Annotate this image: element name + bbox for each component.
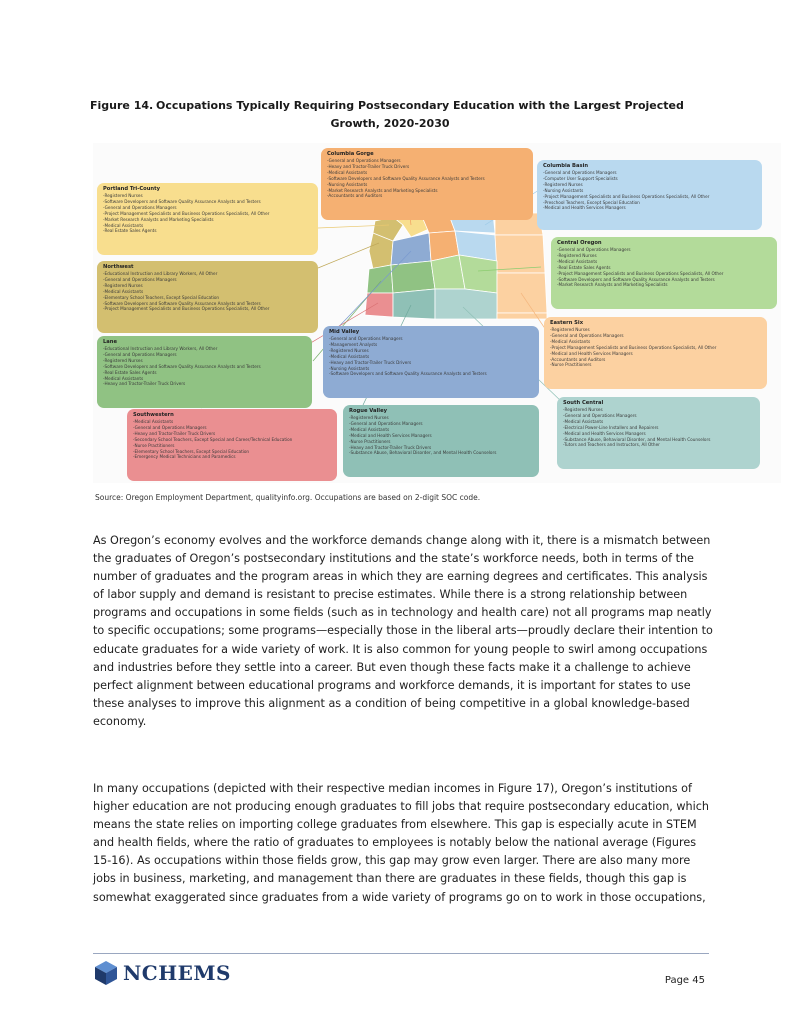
occupation-item: -Project Management Specialists and Business Operations Specialists, All Other [103, 210, 270, 216]
body-paragraph-1: As Oregon’s economy evolves and the workforce demands change along with it, there is a mismatch between the graduates of Oregon’s postsecondary institutions and the state’s workforce needs, both in terms of the number of graduates and the program areas in which they are earning degrees and certificates. This analysis of labor supply and demand is resistant to precise estimates. While there is a strong relationship between programs and occupations in some fields (such as in technology and health care) not all programs map neatly to specific occupations; some programs—especially those in the liberal arts—proudly declare their intention to educate graduates for a wide variety of work. It is also common for young people to swirl among occupations and industries before they settle into a career. But even though these facts make it a challenge to achieve perfect alignment between educational programs and workforce demands, it is important for states to use these analyses to improve this alignment as a condition of being competitive in a global knowledge-based economy. [93, 534, 713, 728]
region-name: Southwestern [133, 412, 174, 418]
logo-wordmark: NCHEMS [123, 961, 231, 985]
occupation-item: -Substance Abuse, Behavioral Disorder, and Mental Health Counselors [349, 450, 497, 456]
occupation-item: -Project Management Specialists and Business Operations Specialists, All Other [543, 193, 710, 199]
region-name: Northwest [103, 264, 134, 270]
occupation-item: -Market Research Analysts and Marketing Specialists [327, 187, 438, 193]
occupation-item: -Elementary School Teachers, Except Special Education [103, 294, 220, 300]
region-box-columbia-basin [537, 160, 762, 230]
occupation-item: -Heavy and Tractor-Trailer Truck Drivers [133, 430, 216, 436]
figure-title-line2: Growth, 2020-2030 [330, 117, 450, 130]
figure-title [90, 97, 730, 133]
region-box-central-oregon [551, 237, 777, 309]
occupation-item: -Nurse Practitioners [133, 442, 175, 448]
occupation-item: -Medical Assistants [103, 222, 144, 228]
occupation-item: -Nurse Practitioners [550, 362, 592, 368]
occupation-item: -General and Operations Managers [550, 332, 624, 338]
region-name: Eastern Six [550, 320, 584, 326]
region-box-southwestern [127, 409, 337, 481]
occupation-item: -Real Estate Sales Agents [103, 369, 157, 375]
occupation-item: -Medical Assistants [103, 375, 144, 381]
occupation-item: -Elementary School Teachers, Except Special Education [133, 448, 250, 454]
occupation-item: -Registered Nurses [329, 347, 369, 353]
occupation-item: -Secondary School Teachers, Except Special and Career/Technical Education [133, 436, 293, 442]
occupation-item: -General and Operations Managers [329, 336, 403, 341]
occupation-item: -Registered Nurses [543, 181, 583, 187]
region-name: Lane [103, 339, 118, 345]
occupation-item: -Accountants and Auditors [550, 356, 606, 362]
occupation-item: -General and Operations Managers [563, 412, 637, 418]
occupation-item: -Educational Instruction and Library Workers, All Other [103, 271, 218, 276]
occupation-item: -Registered Nurses [103, 282, 143, 288]
region-name: Columbia Gorge [327, 151, 374, 157]
occupation-item: -Software Developers and Software Quality Assurance Analysts and Testers [329, 371, 487, 377]
occupation-item: -Medical and Health Services Managers [563, 430, 646, 436]
occupation-item: -Medical Assistants [550, 338, 591, 344]
occupation-item: -Tutors and Teachers and Instructors, All Other [563, 442, 660, 448]
occupation-item: -General and Operations Managers [327, 158, 401, 163]
occupation-item: -Educational Instruction and Library Workers, All Other [103, 346, 218, 351]
occupation-item: -Software Developers and Software Quality Assurance Analysts and Testers [103, 300, 261, 306]
region-name: Portland Tri-County [103, 186, 160, 192]
occupation-item: -Heavy and Tractor-Trailer Truck Drivers [327, 163, 410, 169]
region-box-mid-valley [323, 326, 539, 398]
occupation-item: -Medical Assistants [557, 258, 598, 264]
occupation-item: -Substance Abuse, Behavioral Disorder, and Mental Health Counselors [563, 436, 711, 442]
occupation-item: -Computer User Support Specialists [543, 175, 618, 181]
occupation-item: -Registered Nurses [550, 327, 590, 332]
figure-title-line1: Occupations Typically Requiring Postsecondary Education with the Largest Projected [156, 99, 684, 112]
occupation-item: -General and Operations Managers [133, 424, 207, 430]
region-name: Central Oregon [557, 240, 602, 246]
occupation-item: -Medical Assistants [329, 353, 370, 359]
occupation-item: -General and Operations Managers [103, 276, 177, 282]
occupation-item: -Heavy and Tractor-Trailer Truck Drivers [329, 359, 412, 365]
oregon-region-map [93, 143, 781, 483]
region-box-rogue-valley [343, 405, 539, 477]
occupation-item: -Medical Assistants [327, 169, 368, 175]
occupation-item: -Medical and Health Services Managers [543, 205, 626, 211]
occupation-item: -Real Estate Sales Agents [103, 228, 157, 234]
occupation-item: -Registered Nurses [349, 415, 389, 420]
occupation-item: -Registered Nurses [563, 407, 603, 412]
occupation-item: -Market Research Analysts and Marketing Specialists [103, 216, 214, 222]
occupation-item: -Project Management Specialists and Business Operations Specialists, All Other [550, 344, 717, 350]
page-number: Page 45 [664, 975, 705, 986]
occupation-item: -Registered Nurses [557, 252, 597, 258]
occupation-item: -Heavy and Tractor-Trailer Truck Drivers [103, 381, 186, 387]
occupation-item: -General and Operations Managers [349, 420, 423, 426]
occupation-item: -Market Research Analysts and Marketing Specialists [557, 282, 668, 288]
occupation-item: -General and Operations Managers [103, 351, 177, 357]
occupation-item: -Real Estate Sales Agents [557, 264, 611, 270]
occupation-item: -Management Analysts [329, 341, 378, 347]
occupation-item: -Medical and Health Services Managers [349, 432, 432, 438]
occupation-item: -Medical Assistants [133, 419, 174, 424]
occupation-item: -General and Operations Managers [103, 204, 177, 210]
occupation-item: -Software Developers and Software Quality Assurance Analysts and Testers [103, 363, 261, 369]
occupation-item: -Nursing Assistants [327, 181, 368, 187]
oregon-map-shape [365, 213, 547, 319]
figure-number: Figure 14. [90, 99, 154, 112]
figure-source: Source: Oregon Employment Department, qualityinfo.org. Occupations are based on 2-digit SOC code. [95, 493, 481, 502]
footer-divider [93, 953, 709, 954]
region-name: South Central [563, 400, 604, 406]
occupation-item: -Project Management Specialists and Business Operations Specialists, All Other [103, 306, 270, 312]
occupation-item: -Software Developers and Software Quality Assurance Analysts and Testers [103, 198, 261, 204]
occupation-item: -Medical and Health Services Managers [550, 350, 633, 356]
occupation-item: -Registered Nurses [103, 193, 143, 198]
occupation-item: -Medical Assistants [349, 426, 390, 432]
occupation-item: -Medical Assistants [563, 418, 604, 424]
occupation-item: -Nursing Assistants [329, 365, 370, 371]
occupation-item: -Software Developers and Software Quality Assurance Analysts and Testers [327, 175, 485, 181]
occupation-item: -Emergency Medical Technicians and Paramedics [133, 454, 236, 460]
occupation-item: -Registered Nurses [103, 357, 143, 363]
occupation-item: -Accountants and Auditors [327, 193, 383, 199]
region-box-south-central [557, 397, 760, 469]
occupation-item: -Project Management Specialists and Business Operations Specialists, All Other [557, 270, 724, 276]
region-name: Columbia Basin [543, 163, 589, 169]
region-box-portland-tri-county [97, 183, 318, 255]
region-name: Rogue Valley [349, 408, 387, 414]
occupation-item: -Nurse Practitioners [349, 438, 391, 444]
occupation-item: -Nursing Assistants [543, 187, 584, 193]
region-box-columbia-gorge [321, 148, 533, 220]
occupation-item: -General and Operations Managers [557, 247, 631, 252]
occupation-item: -Preschool Teachers, Except Special Education [543, 199, 640, 205]
occupation-item: -Heavy and Tractor-Trailer Truck Drivers [349, 444, 432, 450]
region-box-northwest [97, 261, 318, 333]
region-name: Mid Valley [329, 329, 360, 335]
region-box-eastern-six [544, 317, 767, 389]
nchems-logo [93, 960, 231, 986]
logo-cube-icon [93, 960, 119, 986]
occupation-item: -Medical Assistants [103, 288, 144, 294]
occupation-item: -Electrical Power-Line Installers and Repairers [563, 424, 659, 430]
occupation-item: -General and Operations Managers [543, 170, 617, 175]
occupation-item: -Software Developers and Software Quality Assurance Analysts and Testers [557, 276, 715, 282]
body-paragraph-2: In many occupations (depicted with their respective median incomes in Figure 17), Oregon’s institutions of higher education are not producing enough graduates to fill jobs that require postsecondary education, which means the state relies on importing college graduates from elsewhere. This gap is especially acute in STEM and health fields, where the ratio of graduates to employees is notably below the national average (Figures 15-16). As occupations within those fields grow, this gap may grow even larger. There are also many more jobs in business, marketing, and management than there are graduates in these fields, though this gap is somewhat exaggerated since graduates from a wide variety of programs go on to work in those occupations, [93, 782, 709, 904]
region-box-lane [97, 336, 312, 408]
